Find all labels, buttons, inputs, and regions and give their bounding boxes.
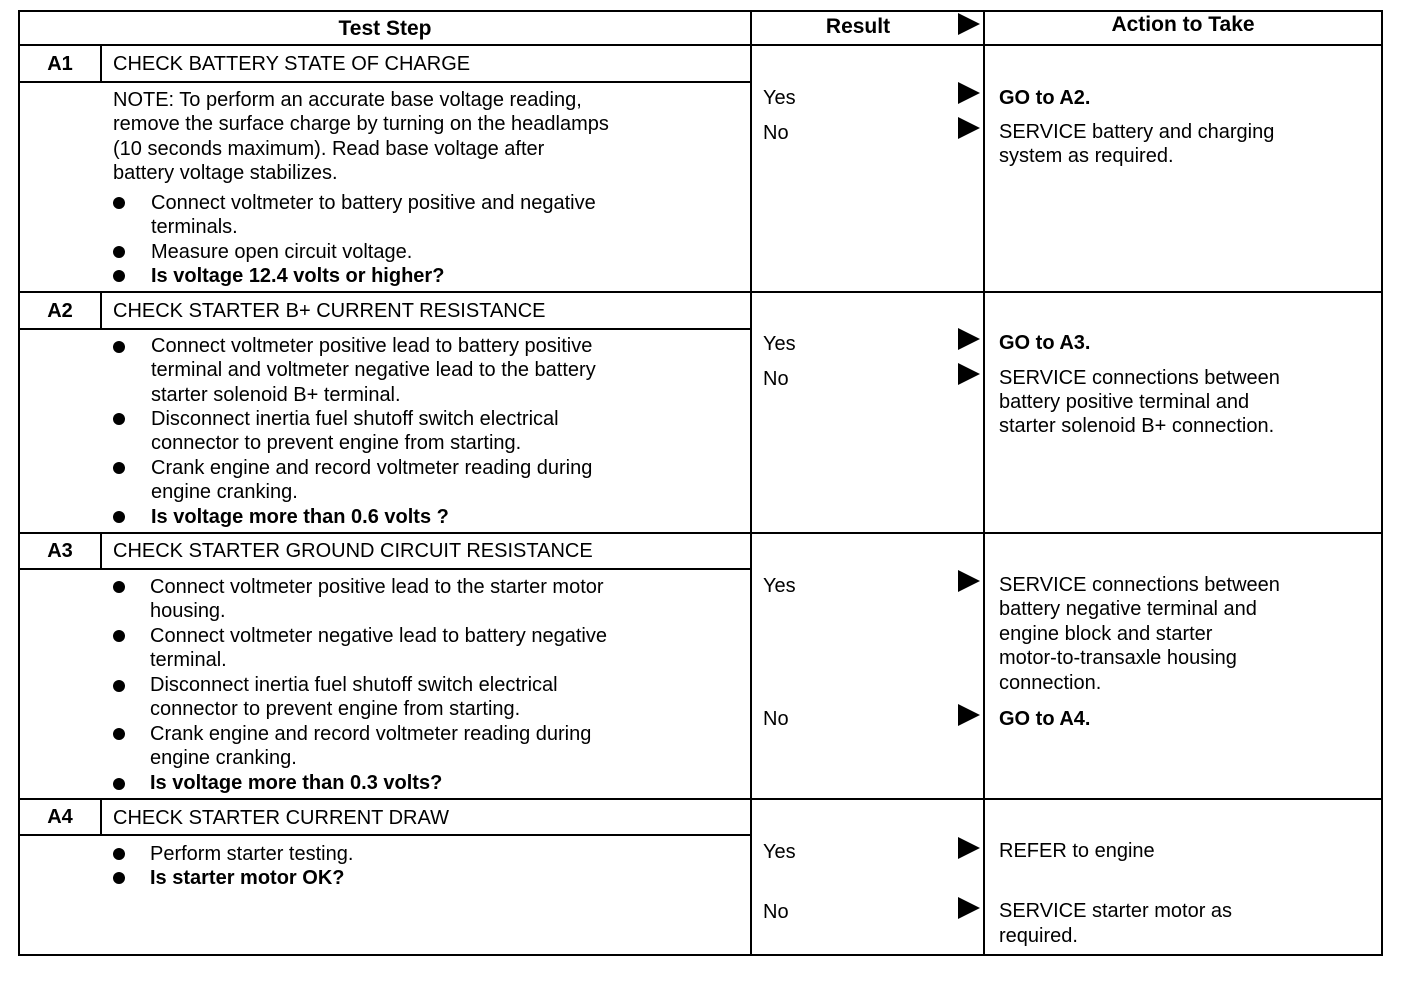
action-no: GO to A4. [999,708,1091,730]
arrow-icon [958,82,980,104]
bullet-question: Is starter motor OK? [150,867,345,889]
action-yes: connection. [999,672,1102,694]
header-test-step: Test Step [338,17,432,40]
action-no: system as required. [999,145,1174,167]
bullet-question: Is voltage 12.4 volts or higher? [151,265,445,287]
bullet-icon [113,728,125,740]
action-no: required. [999,925,1078,947]
step-title: CHECK STARTER B+ CURRENT RESISTANCE [113,300,546,322]
result-no: No [763,368,789,390]
header-result: Result [825,15,891,38]
step-title-underline [18,81,751,83]
bullet-question: Is voltage more than 0.3 volts? [150,772,443,794]
bullet-icon [113,270,125,282]
bullet-icon [113,680,125,692]
arrow-icon [958,117,980,139]
result-yes: Yes [763,87,796,109]
action-yes: SERVICE connections between [999,574,1280,596]
arrow-icon [958,570,980,592]
arrow-icon [958,837,980,859]
bullet-text: Connect voltmeter negative lead to battery negative [150,625,607,647]
bullet-text: Disconnect inertia fuel shutoff switch electrical [151,408,559,430]
arrow-icon [958,363,980,385]
result-yes: Yes [763,575,796,597]
bullet-icon [113,581,125,593]
step-note-line: remove the surface charge by turning on the headlamps [113,113,609,135]
action-no: starter solenoid B+ connection. [999,415,1275,437]
bullet-text: starter solenoid B+ terminal. [151,384,401,406]
step-id: A2 [47,300,73,322]
bullet-text: housing. [150,600,226,622]
step-note-line: (10 seconds maximum). Read base voltage after [113,138,545,160]
step-title-underline [18,834,751,836]
bullet-text: terminals. [151,216,238,238]
step-title: CHECK STARTER CURRENT DRAW [113,807,449,829]
bullet-icon [113,462,125,474]
result-column-left-border [750,10,752,956]
result-no: No [763,122,789,144]
bullet-text: Connect voltmeter to battery positive and negative [151,192,596,214]
bullet-text: connector to prevent engine from starting. [151,432,522,454]
bullet-text: engine cranking. [150,747,297,769]
table-top-border [18,10,1383,12]
table-right-border [1381,10,1383,954]
bullet-text: engine cranking. [151,481,298,503]
bullet-text: Perform starter testing. [150,843,354,865]
bullet-icon [113,872,125,884]
step-id: A4 [47,806,73,828]
result-yes: Yes [763,841,796,863]
step-note-line: NOTE: To perform an accurate base voltage reading, [113,89,582,111]
row-separator [18,798,1383,800]
bullet-icon [113,848,125,860]
action-no: battery positive terminal and [999,391,1250,413]
header-bottom-border [18,44,1383,46]
action-yes: engine block and starter [999,623,1213,645]
bullet-text: Crank engine and record voltmeter reading during [151,457,593,479]
bullet-text: terminal and voltmeter negative lead to the battery [151,359,596,381]
action-column-left-border [983,10,985,954]
arrow-icon [958,704,980,726]
bullet-text: connector to prevent engine from starting. [150,698,521,720]
bullet-icon [113,630,125,642]
step-id: A1 [47,53,73,75]
row-separator [18,532,1383,534]
header-arrow-icon [958,13,980,35]
bullet-text: Disconnect inertia fuel shutoff switch electrical [150,674,558,696]
bullet-icon [113,413,125,425]
bullet-icon [113,511,125,523]
bullet-icon [113,197,125,209]
action-no: SERVICE battery and charging [999,121,1275,143]
table-bottom-border [18,954,1383,956]
bullet-text: Connect voltmeter positive lead to battery positive [151,335,593,357]
arrow-icon [958,328,980,350]
step-title: CHECK STARTER GROUND CIRCUIT RESISTANCE [113,540,593,562]
action-yes: motor-to-transaxle housing [999,647,1237,669]
step-note-line: battery voltage stabilizes. [113,162,338,184]
action-yes: GO to A2. [999,87,1091,109]
bullet-text: Connect voltmeter positive lead to the starter motor [150,576,604,598]
bullet-icon [113,341,125,353]
bullet-text: Measure open circuit voltage. [151,241,413,263]
action-yes: battery negative terminal and [999,598,1257,620]
header-action: Action to Take [1111,13,1255,36]
action-yes: GO to A3. [999,332,1091,354]
action-no: SERVICE connections between [999,367,1280,389]
step-title-underline [18,568,751,570]
step-title: CHECK BATTERY STATE OF CHARGE [113,53,471,75]
bullet-text: terminal. [150,649,227,671]
action-yes: REFER to engine [999,840,1155,862]
bullet-icon [113,246,125,258]
result-no: No [763,708,789,730]
action-no: SERVICE starter motor as [999,900,1233,922]
step-id: A3 [47,540,73,562]
row-separator [18,291,1383,293]
bullet-question: Is voltage more than 0.6 volts ? [151,506,449,528]
step-title-underline [18,328,751,330]
bullet-icon [113,778,125,790]
result-no: No [763,901,789,923]
result-yes: Yes [763,333,796,355]
arrow-icon [958,897,980,919]
bullet-text: Crank engine and record voltmeter reading during [150,723,592,745]
